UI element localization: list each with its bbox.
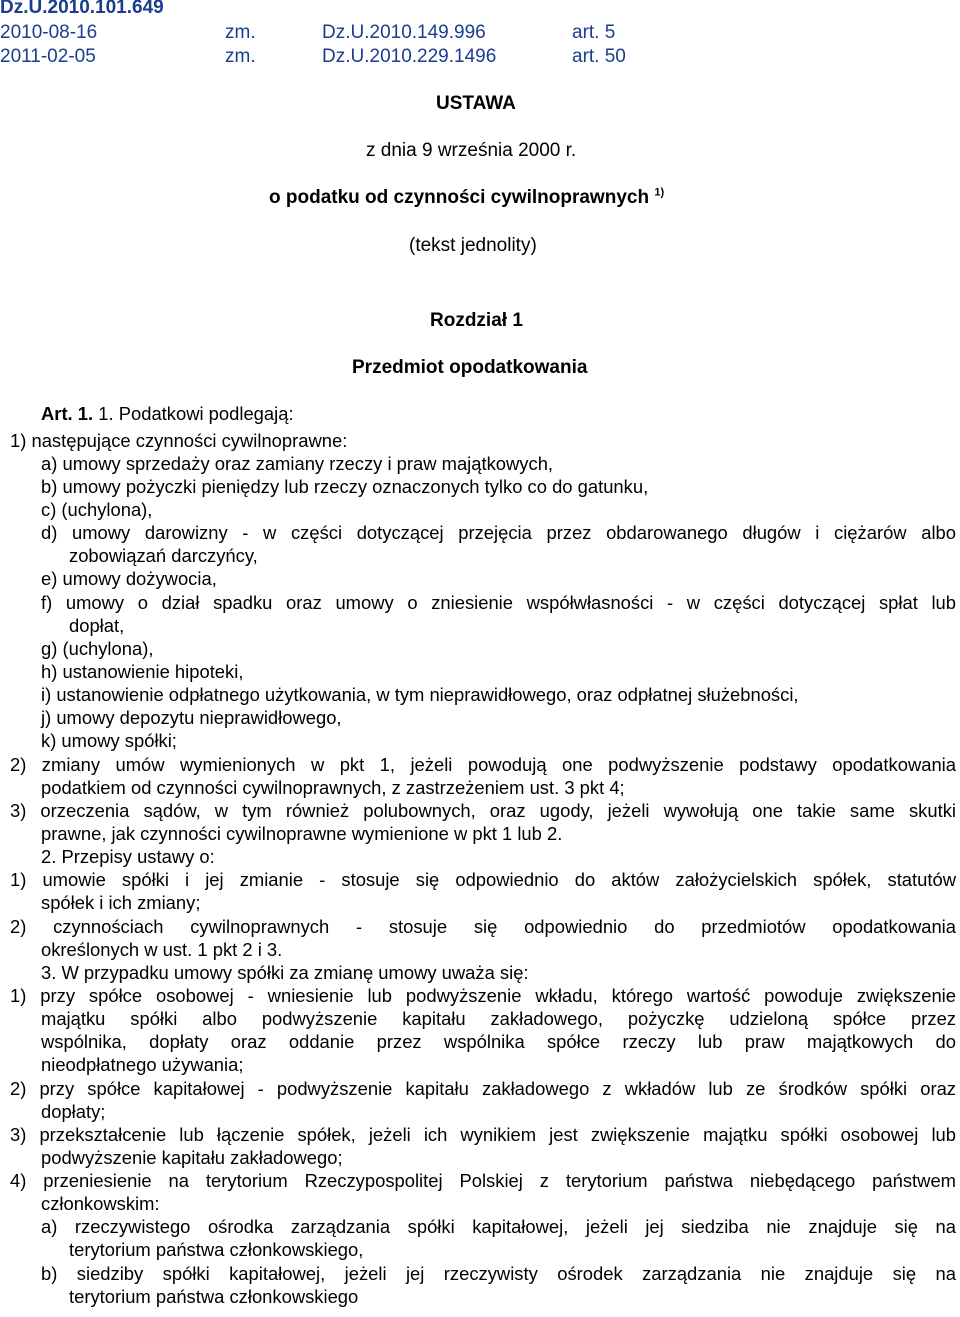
amendment-date: 2010-08-16 bbox=[0, 22, 98, 43]
amendment-kind: zm. bbox=[225, 22, 256, 43]
list-item: e) umowy dożywocia, bbox=[41, 568, 217, 589]
list-item: f) umowy o dział spadku oraz umowy o zniesienie współwłasności - w części dotyczącej spłat lub bbox=[41, 592, 956, 613]
list-item: 1) następujące czynności cywilnoprawne: bbox=[10, 430, 348, 451]
chapter-number: Rozdział 1 bbox=[430, 310, 523, 331]
list-item-continuation: terytorium państwa członkowskiego, bbox=[69, 1239, 364, 1260]
list-item: b) siedziby spółki kapitałowej, jeżeli jej rzeczywisty ośrodek zarządzania nie znajduje się na bbox=[41, 1263, 956, 1284]
list-item-continuation: dopłat, bbox=[69, 615, 125, 636]
list-item: k) umowy spółki; bbox=[41, 730, 177, 751]
document-id: Dz.U.2010.101.649 bbox=[0, 0, 164, 18]
paragraph-heading: 2. Przepisy ustawy o: bbox=[41, 846, 215, 867]
list-item: i) ustanowienie odpłatnego użytkowania, w tym nieprawidłowego, oraz odpłatnej służebności, bbox=[41, 684, 799, 705]
article-heading-line bbox=[41, 402, 294, 425]
amendment-ref: Dz.U.2010.229.1496 bbox=[322, 46, 497, 67]
list-item-continuation: wspólnika, dopłaty oraz oddanie przez wspólnika spółce rzeczy lub praw majątkowych do bbox=[41, 1031, 956, 1052]
act-title-text: o podatku od czynności cywilnoprawnych bbox=[269, 187, 650, 208]
list-item: 2) przy spółce kapitałowej - podwyższenie kapitału zakładowego z wkładów lub ze środków spółki oraz bbox=[10, 1078, 956, 1099]
paragraph-heading: 3. W przypadku umowy spółki za zmianę umowy uważa się: bbox=[41, 962, 529, 983]
paragraph-text: Podatkowi podlegają: bbox=[118, 403, 294, 424]
footnote-marker: 1) bbox=[654, 186, 665, 199]
list-item-continuation: nieodpłatnego używania; bbox=[41, 1054, 244, 1075]
amendment-row bbox=[0, 22, 960, 46]
list-item-continuation: prawne, jak czynności cywilnoprawne wymienione w pkt 1 lub 2. bbox=[41, 823, 563, 844]
act-title bbox=[269, 187, 664, 209]
list-item: 4) przeniesienie na terytorium Rzeczypospolitej Polskiej z terytorium państwa niebędącego państwem bbox=[10, 1170, 956, 1191]
amendment-date: 2011-02-05 bbox=[0, 46, 96, 67]
list-item: a) rzeczywistego ośrodka zarządzania spółki kapitałowej, jeżeli jej siedziba nie znajduje się na bbox=[41, 1216, 956, 1237]
list-item: 2) zmiany umów wymienionych w pkt 1, jeżeli powodują one podwyższenie podstawy opodatkowania bbox=[10, 754, 956, 775]
list-item: 1) umowie spółki i jej zmianie - stosuje się odpowiednio do aktów założycielskich spółek, statutów bbox=[10, 869, 956, 890]
amendment-kind: zm. bbox=[225, 46, 256, 67]
list-item-continuation: członkowskim: bbox=[41, 1193, 160, 1214]
list-item: d) umowy darowizny - w części dotyczącej przejęcia przez obdarowanego długów i ciężarów albo bbox=[41, 522, 956, 543]
list-item: 2) czynnościach cywilnoprawnych - stosuje się odpowiednio do przedmiotów opodatkowania bbox=[10, 916, 956, 937]
list-item: a) umowy sprzedaży oraz zamiany rzeczy i praw majątkowych, bbox=[41, 453, 554, 474]
list-item: 3) przekształcenie lub łączenie spółek, jeżeli ich wynikiem jest zwiększenie majątku spółki osobowej lub bbox=[10, 1124, 956, 1145]
amendment-art: art. 50 bbox=[572, 46, 626, 67]
list-item: g) (uchylona), bbox=[41, 638, 154, 659]
list-item-continuation: podwyższenie kapitału zakładowego; bbox=[41, 1147, 343, 1168]
list-item-continuation: spółek i ich zmiany; bbox=[41, 892, 201, 913]
amendment-ref: Dz.U.2010.149.996 bbox=[322, 22, 486, 43]
list-item-continuation: określonych w ust. 1 pkt 2 i 3. bbox=[41, 939, 283, 960]
list-item-continuation: podatkiem od czynności cywilnoprawnych, z zastrzeżeniem ust. 3 pkt 4; bbox=[41, 777, 625, 798]
list-item: c) (uchylona), bbox=[41, 499, 153, 520]
amendment-art: art. 5 bbox=[572, 22, 616, 43]
list-item-continuation: majątku spółki albo podwyższenie kapitału zakładowego, pożyczkę udzieloną spółce przez bbox=[41, 1008, 956, 1029]
article-heading: Art. 1. bbox=[41, 403, 94, 424]
chapter-title: Przedmiot opodatkowania bbox=[352, 357, 588, 378]
list-item: 1) przy spółce osobowej - wniesienie lub podwyższenie wkładu, którego wartość powoduje zwiększenie bbox=[10, 985, 956, 1006]
list-item: b) umowy pożyczki pieniędzy lub rzeczy oznaczonych tylko co do gatunku, bbox=[41, 476, 649, 497]
list-item-continuation: terytorium państwa członkowskiego bbox=[69, 1286, 359, 1307]
list-item: 3) orzeczenia sądów, w tym również polubownych, oraz ugody, jeżeli wywołują one takie same skutki bbox=[10, 800, 956, 821]
list-item: h) ustanowienie hipoteki, bbox=[41, 661, 244, 682]
list-item: j) umowy depozytu nieprawidłowego, bbox=[41, 707, 342, 728]
act-type: USTAWA bbox=[436, 93, 516, 114]
list-item-continuation: zobowiązań darczyńcy, bbox=[69, 545, 258, 566]
act-date: z dnia 9 września 2000 r. bbox=[366, 140, 577, 161]
paragraph-number: 1. bbox=[98, 403, 114, 424]
text-variant: (tekst jednolity) bbox=[409, 235, 537, 256]
amendment-row bbox=[0, 46, 960, 70]
list-item-continuation: dopłaty; bbox=[41, 1101, 106, 1122]
